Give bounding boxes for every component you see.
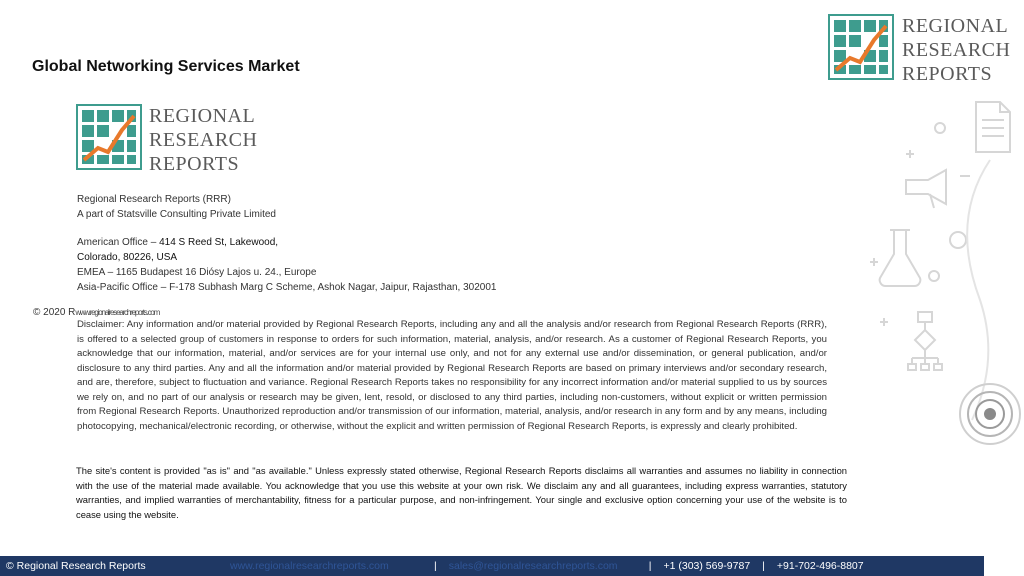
footer-phone-in: +91-702-496-8807	[776, 560, 864, 572]
small-circle-icon	[935, 123, 945, 133]
footer-email-link[interactable]: sales@regionalresearchreports.com	[448, 560, 618, 572]
disclaimer-text: Disclaimer: Any information and/or material provided by Regional Research Reports, including any and all the analysis and/or research from Regional Research Reports (RRR), is offered to a selected group of customers in response to orders for such information, material, analysis, and/or research. As a customer of Regional Research Reports, you acknowledge that our information, material, and/or services are for your internal use only, and not for any external use and/or dissemination, or general publication, and/or disclosure to any third parties. Any and all the information and/or material provided by Regional Research Reports are based on primary interviews and/or secondary research, and are, therefore, subject to fluctuation and variance. Regional Research Reports takes no responsibility for any incorrect information and/or material supplied to us by sources we rely on, and no part of our analysis or research may be given, lent, resold, or disclosed to any third parties, including non-customers, without explicit or written permission from Regional Research Reports. Unauthorized reproduction and/or transmission of our information, material, analysis, and/or research in any form and by any means, including photocopying, mechanical/electronic recording, or otherwise, without the explicit and written permission of Regional Research Reports, is expressly and clearly prohibited.	[77, 319, 827, 432]
emea-office: EMEA – 1165 Budapest 16 Diósy Lajos u. 24., Europe	[77, 267, 317, 278]
footer-separator: |	[434, 560, 437, 572]
page-title: Global Networking Services Market	[32, 58, 300, 75]
american-office-label: American Office –	[77, 237, 160, 248]
logo-mark-icon	[76, 104, 142, 170]
asia-office: Asia-Pacific Office – F-178 Subhash Marg C Scheme, Ashok Nagar, Jaipur, Rajasthan, 302001	[77, 282, 497, 293]
footer-bar	[0, 556, 984, 576]
footer-copyright: © Regional Research Reports	[6, 560, 146, 572]
logo-line-3: REPORTS	[149, 153, 240, 175]
logo-line-1: REGIONAL	[149, 105, 256, 127]
sidebar-illustration	[860, 90, 1024, 466]
footer-separator: |	[648, 560, 652, 572]
terms-text: The site's content is provided "as is" and "as available." Unless expressly stated otherwise, Regional Research Reports disclaims all warranties and assumes no liability in connection with the use of the material made available. You acknowledge that you use this website at your own risk. We disclaim any and all guarantees, including express warranties, statutory warranties, and implied warranties of merchantability, fitness for a particular purpose, and non-infringement. Your single and exclusive option concerning your use of the website is to cease using the website.	[76, 465, 847, 520]
overlap-copyright	[33, 307, 159, 318]
logo-line-3: REPORTS	[902, 63, 993, 85]
logo-top[interactable]	[828, 14, 1010, 86]
office-addresses	[77, 235, 497, 295]
footer-website-link[interactable]: www.regionalresearchreports.com	[230, 560, 389, 572]
megaphone-icon	[906, 170, 946, 204]
company-info	[77, 192, 276, 222]
company-name: Regional Research Reports (RRR)	[77, 194, 231, 205]
footer-separator: |	[762, 560, 765, 572]
logo-wordmark	[149, 104, 257, 176]
overlap-copyright-text: © 2020 R	[33, 307, 76, 318]
american-office-line1: 414 S Reed St, Lakewood,	[159, 237, 279, 248]
flask-icon	[880, 230, 921, 286]
logo-mark-icon	[828, 14, 894, 80]
target-icon	[960, 384, 1020, 444]
overlap-website-text: www.regionalresearchreports.com	[75, 308, 160, 317]
american-office	[77, 235, 497, 250]
logo-center	[76, 104, 257, 176]
flowchart-icon	[912, 312, 938, 364]
american-office-line2: Colorado, 80226, USA	[77, 252, 178, 263]
company-parent: A part of Statsville Consulting Private Limited	[77, 209, 276, 220]
footer-phone-us: +1 (303) 569-9787	[663, 560, 751, 572]
logo-line-1: REGIONAL	[902, 15, 1009, 37]
logo-line-2: RESEARCH	[149, 129, 258, 151]
logo-line-2: RESEARCH	[902, 39, 1011, 61]
logo-wordmark	[902, 14, 1010, 86]
